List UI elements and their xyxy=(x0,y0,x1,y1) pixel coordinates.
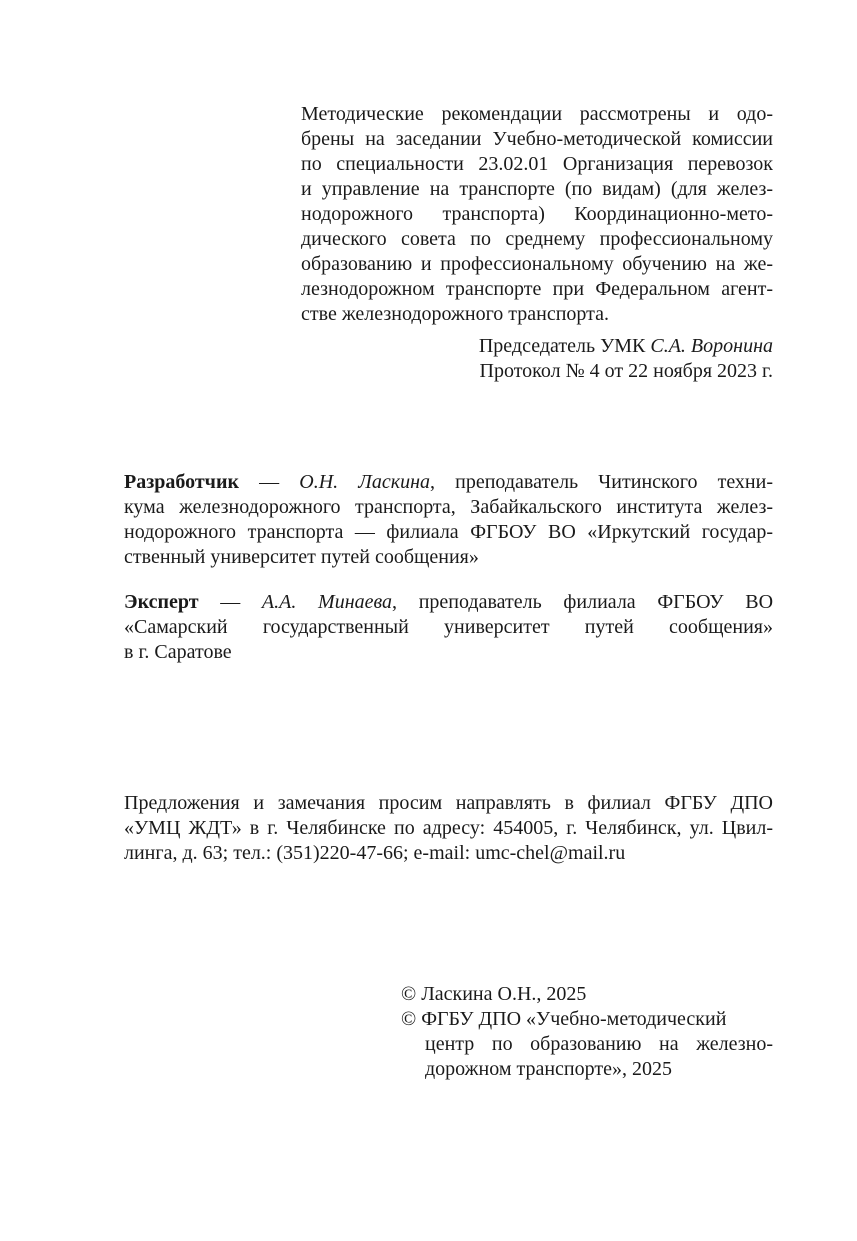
chair-title: Председатель УМК xyxy=(478,335,646,357)
chair-name: С.А. Воронина xyxy=(650,335,773,357)
copyright-org-line: © ФГБУ ДПО «Учебно-методический xyxy=(401,1008,727,1030)
copyright-org-line: дорожном транспорте», 2025 xyxy=(425,1058,672,1080)
expert-line: «Самарский государственный университет путей сообщения» xyxy=(124,616,773,638)
developer-line: кума железнодорожного транспорта, Забайкальского института желез- xyxy=(124,496,773,518)
approval-line: и управление на транспорте (по видам) (для желез- xyxy=(301,178,773,200)
expert-line xyxy=(124,590,773,615)
expert-dash: — xyxy=(198,591,262,613)
developer-line-rest: , преподаватель Читинского техни- xyxy=(430,471,773,493)
developer-line: нодорожного транспорта — филиала ФГБОУ ВО «Иркутский государ- xyxy=(124,521,773,543)
approval-line: нодорожного транспорта) Координационно-мето- xyxy=(301,203,773,225)
chair-line xyxy=(479,334,773,359)
copyright-author: © Ласкина О.Н., 2025 xyxy=(401,983,587,1005)
developer-name: О.Н. Ласкина xyxy=(299,471,431,493)
approval-line: Методические рекомендации рассмотрены и одо- xyxy=(301,103,773,125)
feedback-line: Предложения и замечания просим направлять в филиал ФГБУ ДПО xyxy=(124,792,773,814)
approval-note xyxy=(301,102,773,327)
approval-line: брены на заседании Учебно-методической комиссии xyxy=(301,128,773,150)
expert-role: Эксперт xyxy=(124,591,199,613)
expert-paragraph xyxy=(124,590,773,665)
copyright-org-line: центр по образованию на железно- xyxy=(425,1033,773,1055)
developer-paragraph xyxy=(124,470,773,570)
approval-line: образованию и профессиональному обучению на же- xyxy=(301,253,773,275)
approval-line: по специальности 23.02.01 Организация перевозок xyxy=(301,153,773,175)
developer-line xyxy=(124,470,773,495)
approval-line: лезнодорожном транспорте при Федеральном агент- xyxy=(301,278,773,300)
approval-line: дического совета по среднему профессиональному xyxy=(301,228,773,250)
approval-signature xyxy=(479,334,773,384)
feedback-line: «УМЦ ЖДТ» в г. Челябинске по адресу: 454005, г. Челябинск, ул. Цвил- xyxy=(124,817,773,839)
authors-section xyxy=(124,470,773,665)
protocol-line: Протокол № 4 от 22 ноября 2023 г. xyxy=(479,360,773,382)
expert-line-rest: , преподаватель филиала ФГБОУ ВО xyxy=(392,591,774,613)
feedback-line: линга, д. 63; тел.: (351)220-47-66; e-mail: umc-chel@mail.ru xyxy=(124,842,626,864)
feedback-note xyxy=(124,791,773,866)
copyright-block xyxy=(401,982,773,1082)
expert-line: в г. Саратове xyxy=(124,641,232,663)
approval-line: стве железнодорожного транспорта. xyxy=(301,303,610,325)
expert-name: А.А. Минаева xyxy=(261,591,393,613)
developer-line: ственный университет путей сообщения» xyxy=(124,546,479,568)
developer-role: Разработчик xyxy=(124,471,239,493)
developer-dash: — xyxy=(239,471,300,493)
